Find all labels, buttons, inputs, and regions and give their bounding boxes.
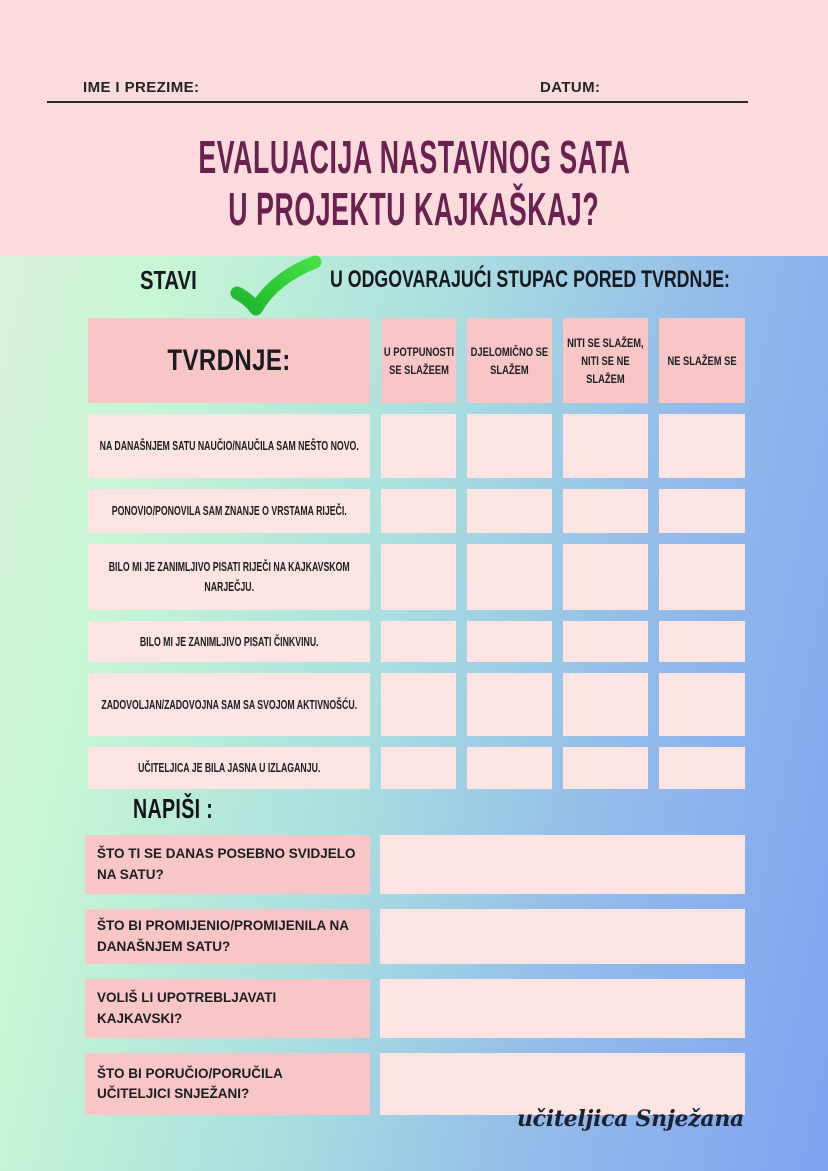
date-label: DATUM: (540, 79, 601, 96)
column-header-cell (563, 318, 648, 403)
question-cell (85, 835, 370, 894)
write-questions-grid (85, 835, 745, 1115)
question-text: ŠTO BI PORUČIO/PORUČILA UČITELJICI SNJEŽANI? (97, 1065, 283, 1101)
answer-cell[interactable] (563, 544, 648, 610)
teacher-signature: učiteljica Snježana (516, 1106, 744, 1132)
answer-cell[interactable] (659, 621, 745, 662)
instruction-text: U ODGOVARAJUĆI STUPAC PORED TVRDNJE: (330, 266, 730, 293)
column-header-label: NITI SE SLAŽEM, NITI SE NE SLAŽEM (567, 335, 644, 386)
statement-text: NA DANAŠNJEM SATU NAUČIO/NAUČILA SAM NEŠTO NOVO. (99, 439, 359, 453)
statement-text: UČITELJICA JE BILA JASNA U IZLAGANJU. (137, 761, 321, 775)
statement-cell (88, 747, 370, 789)
answer-cell[interactable] (563, 414, 648, 478)
statements-header-cell (88, 318, 370, 403)
column-header-cell (659, 318, 745, 403)
answer-cell[interactable] (659, 414, 745, 478)
column-header-cell (381, 318, 456, 403)
column-header-label: NE SLAŽEM SE (667, 353, 737, 368)
page-title-line1: EVALUACIJA NASTAVNOG SATA (197, 131, 630, 183)
question-cell (85, 979, 370, 1038)
answer-cell[interactable] (467, 673, 552, 736)
page-title (0, 131, 828, 235)
answer-cell[interactable] (563, 621, 648, 662)
question-cell (85, 1053, 370, 1115)
header-underline (47, 101, 748, 103)
answer-cell[interactable] (659, 489, 745, 533)
answer-cell[interactable] (467, 747, 552, 789)
instruction-stavi-label: STAVI (140, 265, 197, 295)
answer-cell[interactable] (381, 489, 456, 533)
answer-cell[interactable] (563, 747, 648, 789)
column-header-label: U POTPUNOSTI SE SLAŽEEM (383, 344, 454, 377)
statement-text: BILO MI JE ZANIMLJIVO PISATI RIJEČI NA KAJKAVSKOM NARJEČJU. (108, 560, 350, 594)
answer-cell[interactable] (467, 544, 552, 610)
statement-text: ZADOVOLJAN/ZADOVOJNA SAM SA SVOJOM AKTIVNOŠĆU. (101, 697, 357, 712)
write-heading-label: NAPIŠI : (133, 793, 214, 824)
statement-cell (88, 673, 370, 736)
answer-cell[interactable] (659, 544, 745, 610)
answer-box[interactable] (380, 909, 745, 964)
answer-cell[interactable] (381, 747, 456, 789)
answer-cell[interactable] (467, 621, 552, 662)
statement-text: PONOVIO/PONOVILA SAM ZNANJE O VRSTAMA RIJEČI. (111, 504, 347, 518)
name-label: IME I PREZIME: (83, 79, 200, 96)
answer-cell[interactable] (467, 489, 552, 533)
statement-text: BILO MI JE ZANIMLJIVO PISATI ČINKVINU. (139, 634, 319, 649)
question-cell (85, 909, 370, 964)
question-text: ŠTO BI PROMIJENIO/PROMIJENILA NA DANAŠNJEM SATU? (97, 918, 349, 954)
evaluation-table (88, 318, 745, 789)
statement-cell (88, 414, 370, 478)
answer-cell[interactable] (659, 673, 745, 736)
answer-cell[interactable] (467, 414, 552, 478)
column-header-cell (467, 318, 552, 403)
answer-box[interactable] (380, 979, 745, 1038)
statement-cell (88, 544, 370, 610)
question-text: VOLIŠ LI UPOTREBLJAVATI KAJKAVSKI? (97, 990, 277, 1026)
page-title-line2: U PROJEKTU KAJKAŠKAJ? (228, 183, 600, 235)
column-header-label: DJELOMIČNO SE SLAŽEM (470, 344, 549, 377)
statements-header-label: TVRDNJE: (167, 343, 291, 377)
green-check-icon (230, 255, 322, 319)
statement-cell (88, 489, 370, 533)
question-text: ŠTO TI SE DANAS POSEBNO SVIDJELO NA SATU? (97, 846, 356, 882)
answer-cell[interactable] (381, 414, 456, 478)
answer-cell[interactable] (659, 747, 745, 789)
write-heading (133, 793, 247, 825)
answer-cell[interactable] (381, 544, 456, 610)
answer-cell[interactable] (563, 673, 648, 736)
answer-box[interactable] (380, 835, 745, 894)
header-section (0, 0, 828, 256)
answer-cell[interactable] (381, 673, 456, 736)
answer-cell[interactable] (381, 621, 456, 662)
statement-cell (88, 621, 370, 662)
answer-cell[interactable] (563, 489, 648, 533)
